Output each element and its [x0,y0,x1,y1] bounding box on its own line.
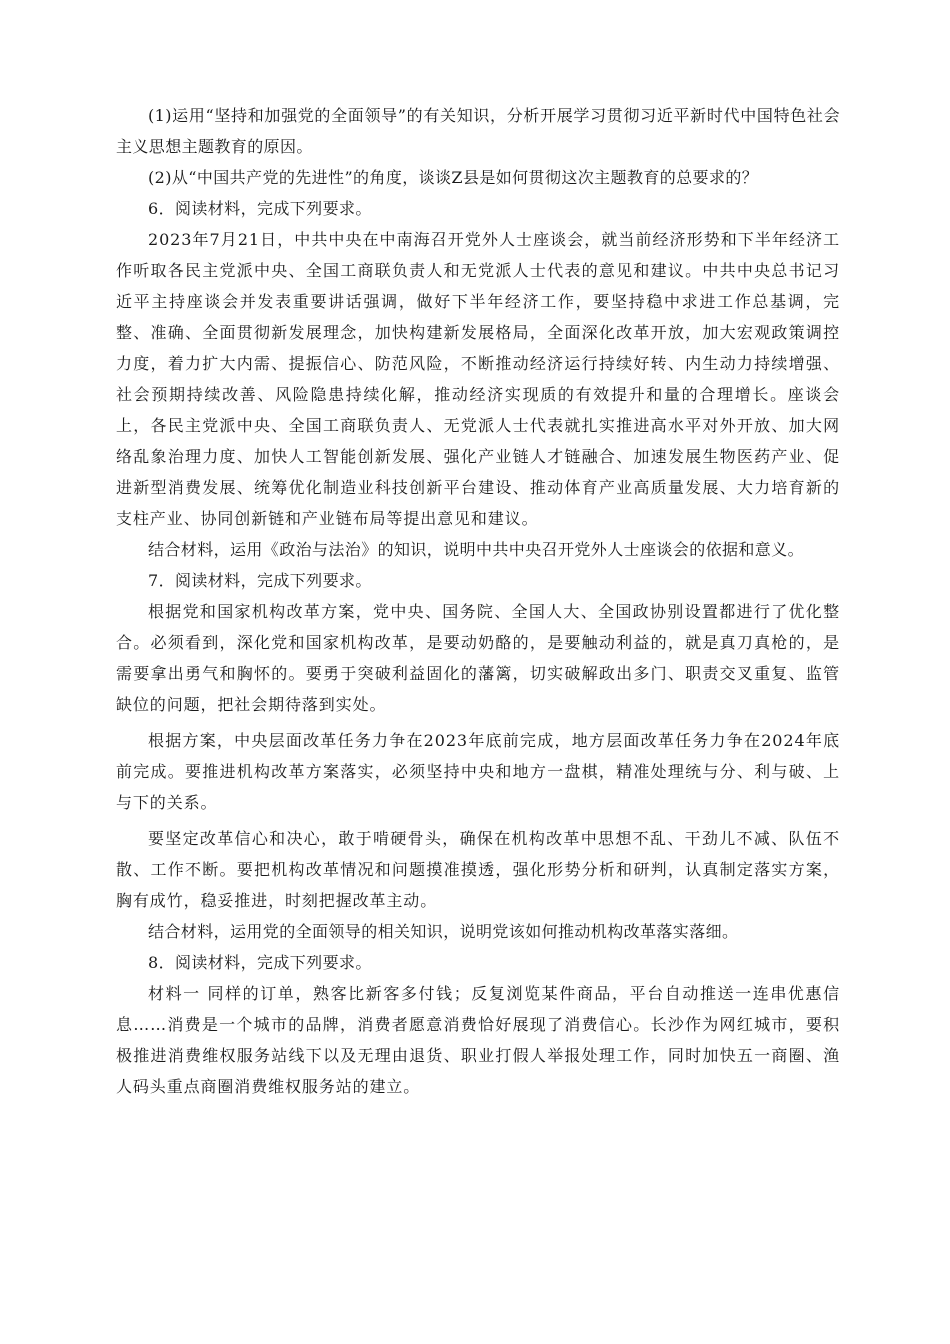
question-7-material-3: 要坚定改革信心和决心，敢于啃硬骨头，确保在机构改革中思想不乱、干劲儿不减、队伍不散、工作不断。要把机构改革情况和问题摸准摸透，强化形势分析和研判，认真制定落实方案，胸有成竹，稳妥推进，时刻把握改革主动。 [116,829,840,910]
question-7-material-1: 根据党和国家机构改革方案，党中央、国务院、全国人大、全国政协别设置都进行了优化整合。必须看到，深化党和国家机构改革，是要动奶酪的，是要触动利益的，就是真刀真枪的，是需要拿出勇气和胸怀的。要勇于突破利益固化的藩篱，切实破解政出多门、职责交叉重复、监管缺位的问题，把社会期待落到实处。 [116,602,840,714]
question-8-heading: 8．阅读材料，完成下列要求。 [148,953,372,972]
question-6-material: 2023年7月21日，中共中央在中南海召开党外人士座谈会，就当前经济形势和下半年经济工作听取各民主党派中央、全国工商联负责人和无党派人士代表的意见和建议。中共中央总书记习近平主持座谈会并发表重要讲话强调，做好下半年经济工作，要坚持稳中求进工作总基调，完整、准确、全面贯彻新发展理念，加快构建新发展格局，全面深化改革开放，加大宏观政策调控力度，着力扩大内需、提振信心、防范风险，不断推动经济运行持续好转、内生动力持续增强、社会预期持续改善、风险隐患持续化解，推动经济实现质的有效提升和量的合理增长。座谈会上，各民主党派中央、全国工商联负责人、无党派人士代表就扎实推进高水平对外开放、加大网络乱象治理力度、加快人工智能创新发展、强化产业链人才链融合、加速发展生物医药产业、促进新型消费发展、统筹优化制造业科技创新平台建设、推动体育产业高质量发展、大力培育新的支柱产业、协同创新链和产业链布局等提出意见和建议。 [116,230,840,528]
question-7-heading: 7．阅读材料，完成下列要求。 [148,571,372,590]
question-7-material-2: 根据方案，中央层面改革任务力争在2023年底前完成，地方层面改革任务力争在2024年底前完成。要推进机构改革方案落实，必须坚持中央和地方一盘棋，精准处理统与分、利与破、上与下的关系。 [116,731,840,812]
question-1-part-2: (2)从“中国共产党的先进性”的角度，谈谈Z县是如何贯彻这次主题教育的总要求的？ [148,168,759,187]
question-6-heading: 6．阅读材料，完成下列要求。 [148,199,372,218]
question-1-part-1: (1)运用“坚持和加强党的全面领导”的有关知识，分析开展学习贯彻习近平新时代中国特色社会主义思想主题教育的原因。 [116,106,840,156]
question-6-prompt: 结合材料，运用《政治与法治》的知识，说明中共中央召开党外人士座谈会的依据和意义。 [148,540,805,559]
question-8-material-1: 材料一 同样的订单，熟客比新客多付钱；反复浏览某件商品，平台自动推送一连串优惠信息……消费是一个城市的品牌，消费者愿意消费恰好展现了消费信心。长沙作为网红城市，要积极推进消费维权服务站线下以及无理由退货、职业打假人举报处理工作，同时加快五一商圈、渔人码头重点商圈消费维权服务站的建立。 [116,984,840,1096]
question-7-prompt: 结合材料，运用党的全面领导的相关知识，说明党该如何推动机构改革落实落细。 [148,922,739,941]
